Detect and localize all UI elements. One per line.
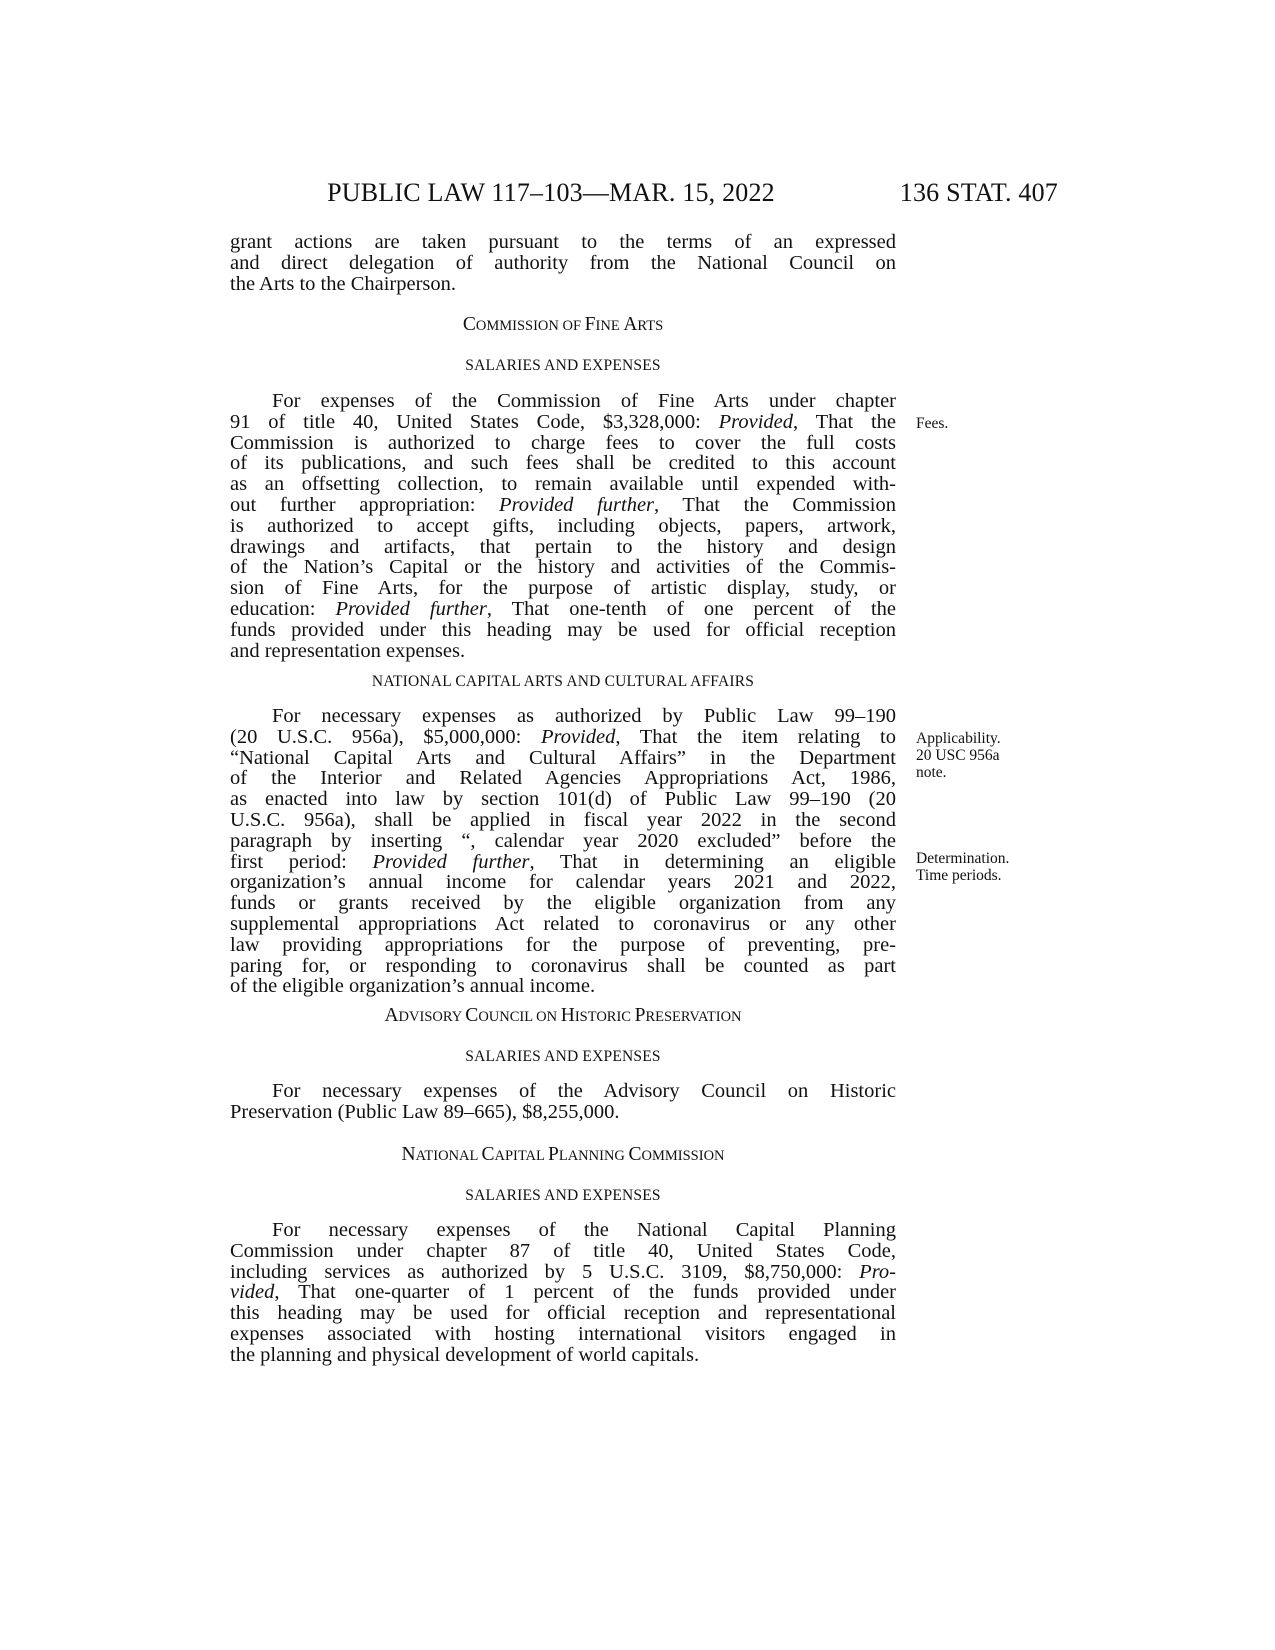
heading-commission-of-fine-arts: COMMISSION OF FINE ARTS	[462, 314, 664, 335]
page-number: 136 STAT. 407	[899, 178, 1058, 207]
subheading-salaries-and-expenses: SALARIES AND EXPENSES	[465, 357, 661, 374]
paragraph-continuation: grant actions are taken pursuant to the terms of an expressed and direct delegation of authority from the National Council on the Arts to the Chairperson.	[230, 231, 896, 295]
heading-national-capital-arts: NATIONAL CAPITAL ARTS AND CULTURAL AFFAIRS	[371, 673, 755, 690]
paragraph-fine-arts: For expenses of the Commission of Fine Arts under chapter 91 of title 40, United States Code, $3,328,000: Provided, That the Commission is authorized to charge fees to cover the full costs of its publications, and such fees shall be credited to this account as an offsetting collection, to remain available until expended with- out further appropriation: Provided further, That the Commission is authorized to accept gifts, including objects, papers, artwork, drawings and artifacts, that pertain to the history and design of the Nation’s Capital or the history and activities of the Commis- sion of Fine Arts, for the purpose of artistic display, study, or education: Provided further, That one-tenth of one percent of the funds provided under this heading may be used for official reception and representation expenses.	[230, 390, 897, 662]
subheading-salaries-and-expenses-3: SALARIES AND EXPENSES	[465, 1187, 661, 1204]
paragraph-national-capital-arts: For necessary expenses as authorized by Public Law 99–190 (20 U.S.C. 956a), $5,000,000: Provided, That the item relating to “National Capital Arts and Cultural Affairs” in the Department of the Interior and Related Agencies Appropriations Act, 1986, as enacted into law by section 101(d) of Public Law 99–190 (20 U.S.C. 956a), shall be applied in fiscal year 2022 in the second paragraph by inserting “, calendar year 2020 excluded” before the first period: Provided further, That in determining an eligible organization’s annual income for calendar years 2021 and 2022, funds or grants received by the eligible organization from any supplemental appropriations Act related to coronavirus or any other law providing appropriations for the purpose of preventing, pre- paring for, or responding to coronavirus shall be counted as part of the eligible organization’s annual income.	[230, 705, 897, 998]
heading-planning-commission: NATIONAL CAPITAL PLANNING COMMISSION	[401, 1144, 725, 1165]
margin-note-applicability: Applicability. 20 USC 956a note.	[916, 730, 1001, 781]
margin-note-fees: Fees.	[916, 415, 949, 432]
paragraph-planning-commission: For necessary expenses of the National Capital Planning Commission under chapter 87 of title 40, United States Code, including services as authorized by 5 U.S.C. 3109, $8,750,000: Pro- vided, That one-quarter of 1 percent of the funds provided under this heading may be used for official reception and representational expenses associated with hosting international visitors engaged in the planning and physical development of world capitals.	[230, 1219, 896, 1366]
running-header-title: PUBLIC LAW 117–103—MAR. 15, 2022	[327, 178, 775, 207]
heading-advisory-council: ADVISORY COUNCIL ON HISTORIC PRESERVATION	[384, 1005, 742, 1026]
margin-note-determination: Determination. Time periods.	[916, 850, 1010, 884]
paragraph-advisory-council: For necessary expenses of the Advisory Council on Historic Preservation (Public Law 89–665), $8,255,000.	[230, 1080, 896, 1123]
subheading-salaries-and-expenses-2: SALARIES AND EXPENSES	[465, 1048, 661, 1065]
